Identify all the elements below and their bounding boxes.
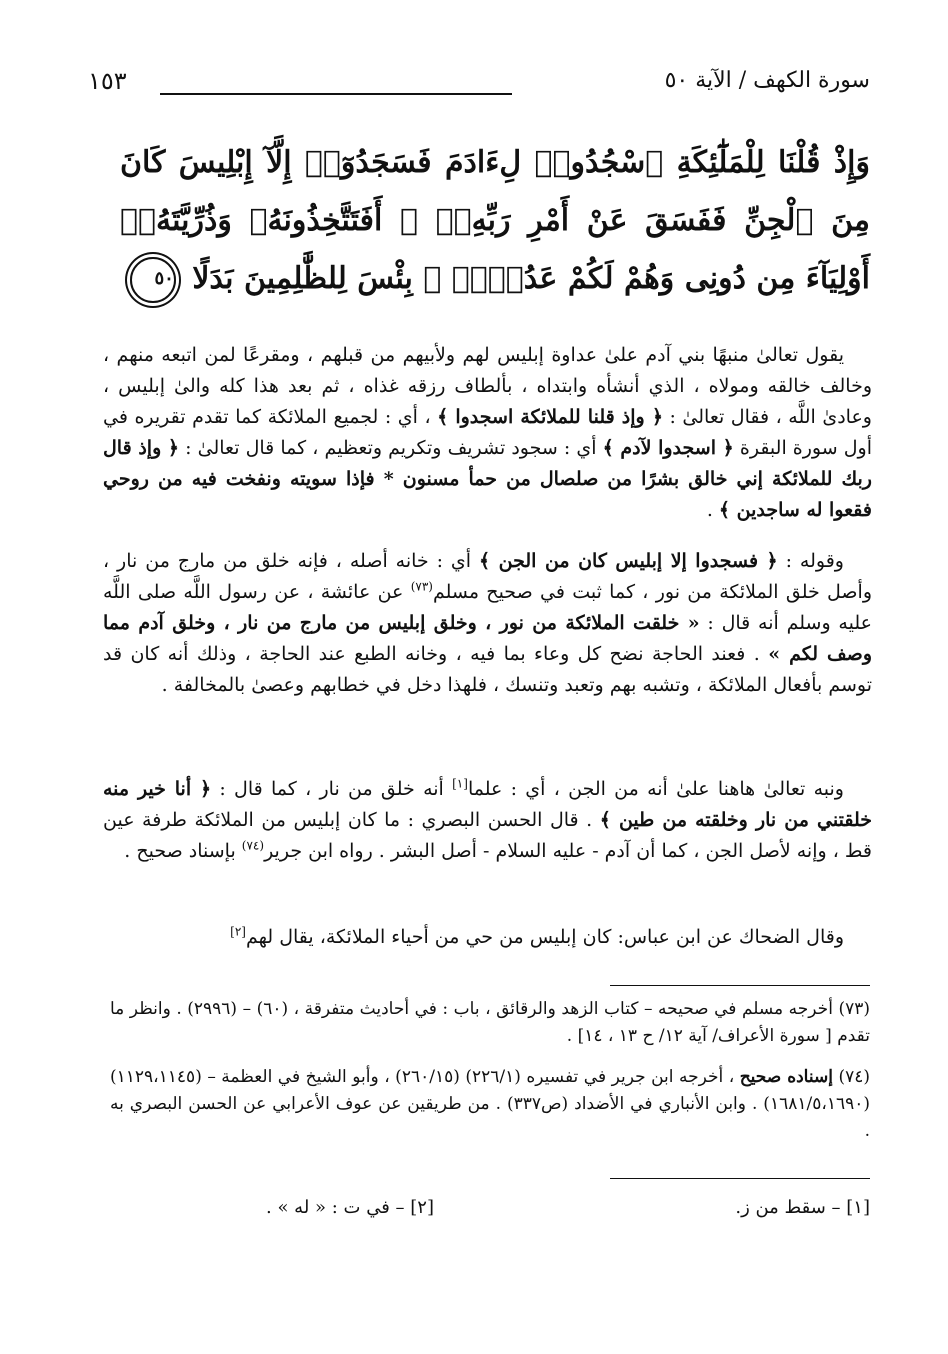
commentary-paragraph-3 [103,774,872,867]
commentary-paragraph-2 [103,546,872,701]
text-run: . [706,499,713,521]
hadith-quote: « خلقت الملائكة من نور ، وخلق إبليس من مارج من نار ، وخلق آدم مما وصف لكم » [103,612,872,665]
footnote-73 [110,996,870,1050]
quran-verse [120,134,870,308]
footnote-text: أخرجه مسلم في صحيحه – كتاب الزهد والرقائق ، باب : في أحاديث متفرقة ، (٦٠) – (٢٩٩٦) . وانظر ما تقدم [ سورة الأعراف/ آية ١٢/ ح ١٣ ، ١٤] . [110,999,870,1046]
text-run: ، أي : لجميع الملائكة كما تقدم تقريره في أول سورة البقرة [103,406,873,459]
header-rule [160,93,512,95]
footnote-number: (٧٣) [838,999,870,1019]
text-run: أي : خانه أصله ، فإنه خلق من مارج من نار ، وأصل خلق الملائكة من نور ، كما ثبت في صحيح مسلم [103,550,872,603]
text-run: . فعند الحاجة نضح كل وعاء بما فيه ، وخانه الطبع عند الحاجة ، وذلك أنه كان قد توسم بأفعال الملائكة ، وتشبه بهم وتعبد وتنسك ، فلهذا دخل في خطابهم وعصىٰ بالمخالفة . [103,643,872,696]
footnote-number: (٧٤) [838,1067,871,1087]
quote-run: ﴿ فسجدوا إلا إبليس كان من الجن ﴾ [479,550,778,572]
quote-run: ﴿ وإذ قلنا للملائكة اسجدوا ﴾ [437,406,663,428]
footnote-text: ، أخرجه ابن جرير في تفسيره (٢٢٦/١) (٢٦٠/١٥) ، وأبو الشيخ في العظمة – (١١٢٩،١١٤٥) (١٦٨١/٥،١٦٩٠) . وابن الأنباري في الأضداد (ص٣٣٧) . من طريقين عن عوف الأعرابي عن الحسن البصري به . [110,1067,870,1141]
running-header-title: سورة الكهف / الآية ٥٠ [664,68,870,93]
text-run: بإسناد صحيح . [124,840,236,862]
text-run: ونبه تعالىٰ هاهنا علىٰ أنه من الجن ، أي : علما [467,778,844,800]
variant-note-2: [٢] – في ت : « له » . [266,1197,434,1218]
footnote-grade: إسناده صحيح [739,1067,833,1087]
quote-run: ﴿ اسجدوا لآدم ﴾ [602,437,734,459]
variant-ref: [٢] [230,924,246,939]
variants-separator [610,1178,870,1179]
footnote-separator [610,985,870,986]
page-number: ١٥٣ [88,67,127,95]
text-run: . قال الحسن البصري : ما كان إبليس من الملائكة طرفة عين قط ، وإنه لأصل الجن ، كما أن آدم - عليه السلام - أصل البشر . رواه ابن جرير [103,809,872,862]
text-run: يقول تعالىٰ منبهًا بني آدم علىٰ عداوة إبليس لهم ولأبيهم من قبلهم ، ومقرعًا لمن اتبعه منهم ، وخالف خالقه ومولاه ، الذي أنشأه وابتداه ، بألطاف رزقه غذاه ، ثم بعد هذا كله والىٰ إبليس ، وعادىٰ اللَّه ، فقال تعالىٰ : [103,344,872,428]
footnote-ref: (٧٤) [241,838,265,853]
text-run: أنه خلق من نار ، كما قال : [219,778,444,800]
footnote-ref: (٧٣) [410,579,433,594]
variant-note-1: [١] – سقط من ز. [735,1197,870,1218]
text-run: وقال الضحاك عن ابن عباس: كان إبليس من حي من أحياء الملائكة، يقال لهم [245,926,844,948]
ayah-number-marker: ٥٠ [130,257,176,303]
text-run: عن عائشة ، عن رسول اللَّه صلى اللَّه عليه وسلم أنه قال : [103,581,872,634]
verse-text: وَإِذْ قُلْنَا لِلْمَلَٰٓئِكَةِ ٱسْجُدُوا۟ لِءَادَمَ فَسَجَدُوٓا۟ إِلَّآ إِبْلِيسَ كَانَ مِنَ ٱلْجِنِّ فَفَسَقَ عَنْ أَمْرِ رَبِّهِۦٓ ۗ أَفَتَتَّخِذُونَهُۥ وَذُرِّيَّتَهُۥٓ أَوْلِيَآءَ مِن دُونِى وَهُمْ لَكُمْ عَدُوٌّۢ ۚ بِئْسَ لِلظَّٰلِمِينَ بَدَلًا [120,145,870,296]
text-run: وقوله : [785,550,844,572]
quote-run: ﴿ وإذ قال ربك للملائكة إني خالق بشرًا من صلصال من حمأ مسنون * فإذا سويته ونفخت فيه من روحي فقعوا له ساجدين ﴾ [103,437,872,521]
commentary-paragraph-4 [103,922,872,953]
variant-ref: [١] [452,776,468,791]
quote-run: ﴿ أنا خير منه خلقتني من نار وخلقته من طين ﴾ [103,778,872,831]
text-run: أي : سجود تشريف وتكريم وتعظيم ، كما قال تعالىٰ : [185,437,597,459]
footnote-74 [110,1064,870,1145]
commentary-paragraph-1 [103,340,872,526]
